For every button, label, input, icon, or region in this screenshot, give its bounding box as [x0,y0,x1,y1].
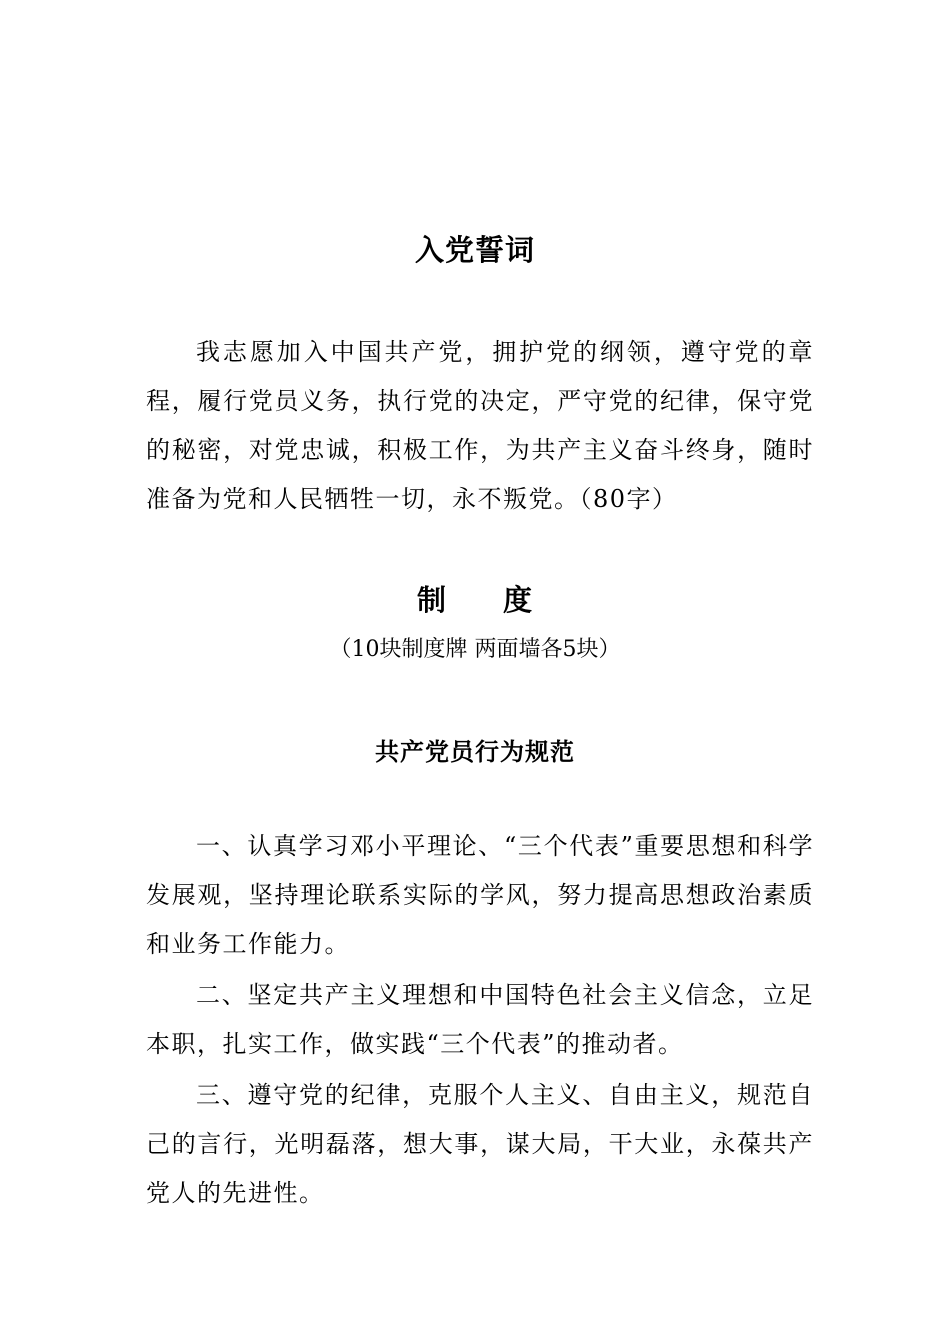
oath-title: 入党誓词 [414,233,535,267]
norm-item-3: 三、遵守党的纪律，克服个人主义、自由主义，规范自己的言行，光明磊落，想大事，谋大局，干大业，永葆共产党人的先进性。 [146,1081,814,1207]
norm-item-2: 二、坚定共产主义理想和中国特色社会主义信念，立足本职，扎实工作，做实践“三个代表”的推动者。 [146,981,814,1058]
system-subtitle: （10块制度牌 两面墙各5块） [329,637,621,662]
norm-item-1: 一、认真学习邓小平理论、“三个代表”重要思想和科学发展观，坚持理论联系实际的学风，努力提高思想政治素质和业务工作能力。 [146,832,814,958]
oath-body: 我志愿加入中国共产党，拥护党的纲领，遵守党的章程，履行党员义务，执行党的决定，严守党的纪律，保守党的秘密，对党忠诚，积极工作，为共产主义奋斗终身，随时准备为党和人民牺牲一切，永不叛党。（80字） [146,338,814,513]
system-title [0,578,950,619]
norms-title: 共产党员行为规范 [375,738,575,766]
system-title-part1: 制 [416,583,447,617]
system-title-part2: 度 [503,583,534,617]
